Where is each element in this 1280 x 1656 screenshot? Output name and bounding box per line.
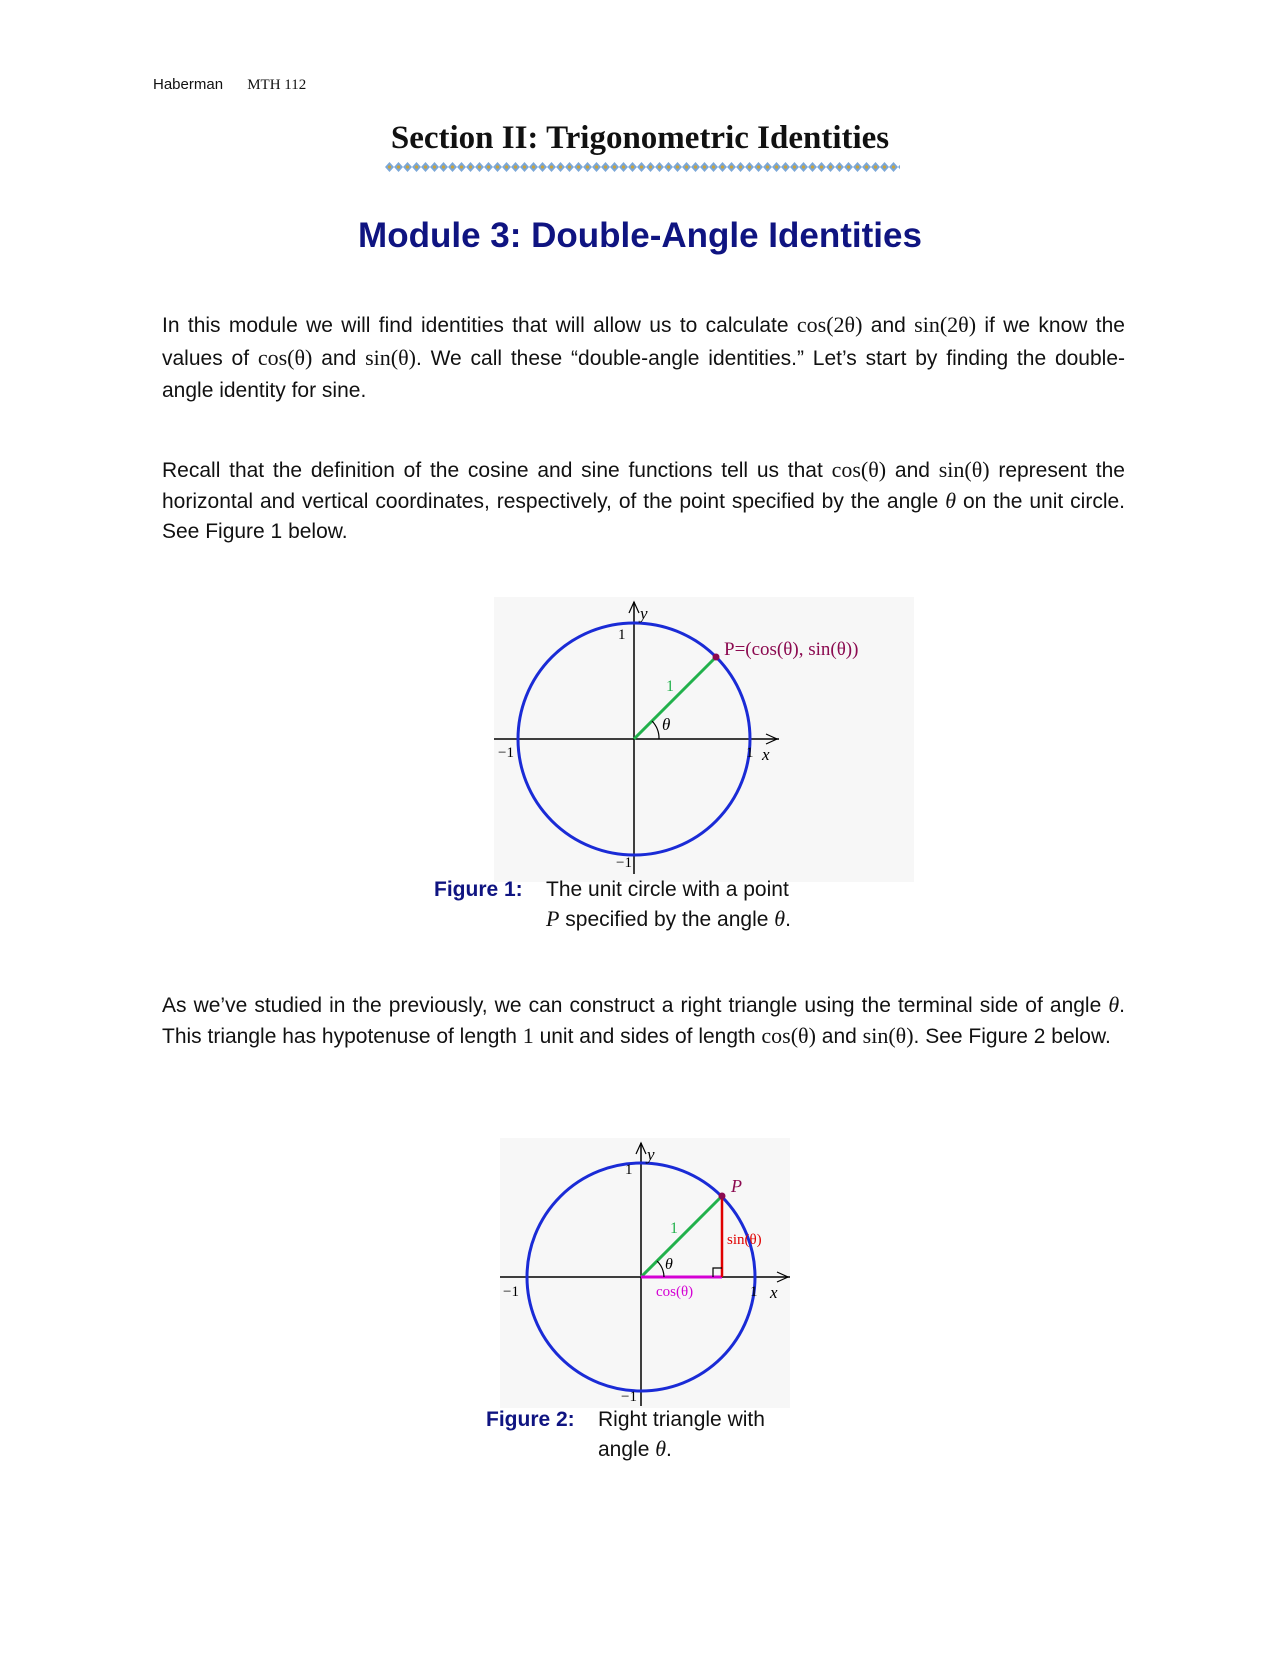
figure-1-caption [434, 875, 791, 934]
x-tick-1: 1 [750, 1284, 758, 1300]
figure-1-label: Figure 1: [434, 878, 523, 901]
y-axis-label: y [647, 1145, 655, 1164]
math-cos-theta: cos(θ) [831, 457, 887, 482]
text-span: and [312, 347, 366, 370]
y-tick-neg-1: −1 [616, 855, 632, 871]
caption-text: . [785, 908, 791, 931]
text-span: represent the horizontal and vertical coordinates, respectively, of the point specified by the angle [162, 459, 1125, 513]
figure-2-right-triangle [500, 1138, 790, 1408]
intro-paragraph [162, 309, 1125, 407]
text-span: and [815, 1025, 863, 1048]
cos-label: cos(θ) [656, 1284, 694, 1300]
text-span: unit and sides of length [533, 1025, 762, 1048]
point-p-marker [719, 1193, 726, 1200]
y-tick-neg-1: −1 [621, 1389, 637, 1405]
text-span: if we know the values of [162, 314, 1125, 370]
author-name: Haberman [153, 76, 224, 93]
math-cos-theta: cos(θ) [257, 345, 313, 370]
math-cos-theta: cos(θ) [761, 1023, 816, 1048]
math-p: P [546, 906, 560, 931]
section-title: Section II: Trigonometric Identities [390, 120, 890, 156]
text-span: As we’ve studied in the previously, we can construct a right triangle using the terminal side of angle [162, 994, 1109, 1017]
point-p-label: P [731, 1176, 742, 1196]
caption-text: . [666, 1438, 672, 1461]
x-axis-label: x [762, 745, 770, 764]
radius-label: 1 [666, 678, 674, 695]
text-span: . This triangle has hypotenuse of length [162, 994, 1125, 1048]
math-theta: θ [655, 1436, 667, 1461]
point-p-marker [713, 654, 720, 661]
figure-2-caption [486, 1405, 765, 1464]
x-axis-label: x [770, 1283, 778, 1302]
text-span: . We call these “double-angle identities.” Let’s start by finding the double-angle identity for sine. [162, 347, 1125, 402]
decorative-divider [385, 162, 900, 172]
x-tick-neg-1: −1 [498, 745, 514, 761]
radius-label: 1 [670, 1220, 678, 1237]
sin-label: sin(θ) [727, 1232, 762, 1248]
triangle-paragraph [162, 990, 1125, 1052]
math-sin-2theta: sin(2θ) [914, 312, 977, 337]
math-sin-theta: sin(θ) [938, 457, 990, 482]
math-sin-theta: sin(θ) [365, 345, 416, 370]
recall-paragraph [162, 455, 1125, 547]
math-theta: θ [774, 906, 786, 931]
x-tick-1: 1 [746, 745, 754, 761]
course-code: MTH 112 [247, 77, 307, 93]
figure-1-unit-circle [494, 597, 914, 882]
text-span: Recall that the definition of the cosine and sine functions tell us that [162, 459, 832, 482]
math-theta: θ [945, 488, 957, 513]
text-span: In this module we will find identities that will allow us to calculate [162, 314, 797, 337]
module-title: Module 3: Double-Angle Identities [358, 216, 922, 255]
caption-text: The unit circle with a point [546, 878, 789, 901]
caption-text: specified by the angle [559, 908, 775, 931]
y-tick-1: 1 [625, 1162, 633, 1178]
caption-text: angle [598, 1438, 656, 1461]
angle-label: θ [662, 715, 671, 734]
text-span: and [886, 459, 939, 482]
math-cos-2theta: cos(2θ) [796, 312, 863, 337]
y-tick-1: 1 [618, 627, 626, 643]
math-theta: θ [1108, 992, 1120, 1017]
text-span: on the unit circle. See Figure 1 below. [162, 490, 1125, 543]
angle-label: θ [665, 1256, 673, 1273]
caption-text: Right triangle with [598, 1408, 765, 1431]
x-tick-neg-1: −1 [503, 1284, 519, 1300]
page-header [153, 76, 306, 94]
point-p-label: P=(cos(θ), sin(θ)) [724, 639, 859, 660]
figure-2-label: Figure 2: [486, 1408, 575, 1431]
y-axis-label: y [640, 604, 648, 623]
text-span: and [862, 314, 915, 337]
math-sin-theta: sin(θ) [862, 1023, 914, 1048]
text-span: . See Figure 2 below. [913, 1025, 1111, 1048]
math-one: 1 [522, 1023, 534, 1048]
